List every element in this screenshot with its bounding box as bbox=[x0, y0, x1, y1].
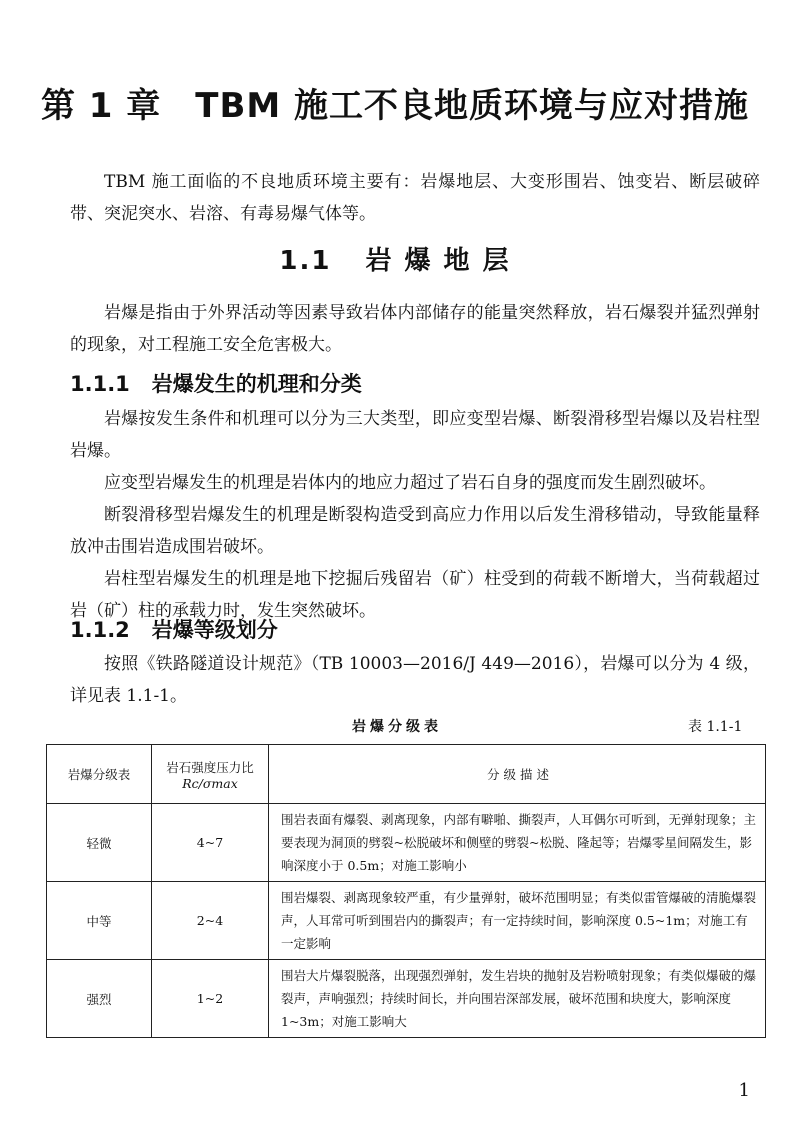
section-number: 1.1 bbox=[279, 246, 332, 276]
chapter-name: TBM 施工不良地质环境与应对措施 bbox=[195, 86, 750, 126]
paragraph: 按照《铁路隧道设计规范》（TB 10003—2016/J 449—2016），岩爆可以分为 4 级，详见表 1.1-1。 bbox=[70, 654, 760, 706]
subsection-number-2: 1.1.2 bbox=[70, 618, 130, 642]
page-number: 1 bbox=[738, 1080, 750, 1101]
cell-description: 围岩大片爆裂脱落，出现强烈弹射，发生岩块的抛射及岩粉喷射现象；有类似爆破的爆裂声，声响强烈；持续时间长，并向围岩深部发展，破坏范围和块度大，影响深度 1~3m；对施工影响大 bbox=[269, 960, 766, 1038]
subsection-number-1: 1.1.1 bbox=[70, 372, 130, 396]
chapter-number: 第 1 章 bbox=[40, 86, 162, 126]
cell-ratio: 2~4 bbox=[152, 882, 269, 960]
cell-ratio: 1~2 bbox=[152, 960, 269, 1038]
chapter-intro: TBM 施工面临的不良地质环境主要有：岩爆地层、大变形围岩、蚀变岩、断层破碎带、突泥突水、岩溶、有毒易爆气体等。 bbox=[70, 172, 760, 224]
cell-level: 中等 bbox=[47, 882, 152, 960]
table-row bbox=[47, 960, 766, 1038]
chapter-title bbox=[0, 78, 790, 127]
table-row bbox=[47, 882, 766, 960]
subsection-title-2 bbox=[70, 614, 278, 644]
paragraph: 岩柱型岩爆发生的机理是地下挖掘后残留岩（矿）柱受到的荷载不断增大，当荷载超过岩（矿）柱的承载力时，发生突然破坏。 bbox=[70, 569, 760, 621]
table-caption-number: 表 1.1-1 bbox=[688, 719, 743, 735]
section-name: 岩 爆 地 层 bbox=[365, 246, 511, 276]
section-title bbox=[0, 240, 790, 277]
rockburst-grade-table bbox=[46, 744, 766, 1038]
cell-ratio: 4~7 bbox=[152, 804, 269, 882]
header-ratio-label: 岩石强度压力比 bbox=[166, 759, 254, 775]
table-caption-name: 岩爆分级表 bbox=[352, 719, 442, 735]
paragraph: 断裂滑移型岩爆发生的机理是断裂构造受到高应力作用以后发生滑移错动，导致能量释放冲击围岩造成围岩破坏。 bbox=[70, 505, 760, 557]
subsection-title-1 bbox=[70, 368, 362, 398]
subsection-name-2: 岩爆等级划分 bbox=[151, 618, 278, 642]
cell-description: 围岩表面有爆裂、剥离现象，内部有噼啪、撕裂声，人耳偶尔可听到，无弹射现象；主要表现为洞顶的劈裂~松脱破坏和侧壁的劈裂~松脱、隆起等；岩爆零星间隔发生，影响深度小于 0.5m；对施工影响小 bbox=[269, 804, 766, 882]
table-row bbox=[47, 804, 766, 882]
paragraph: 应变型岩爆发生的机理是岩体内的地应力超过了岩石自身的强度而发生剧烈破坏。 bbox=[104, 473, 716, 493]
paragraph: 岩爆按发生条件和机理可以分为三大类型，即应变型岩爆、断裂滑移型岩爆以及岩柱型岩爆。 bbox=[70, 409, 760, 461]
cell-level: 轻微 bbox=[47, 804, 152, 882]
header-level: 岩爆分级表 bbox=[47, 745, 152, 804]
cell-level: 强烈 bbox=[47, 960, 152, 1038]
section-intro: 岩爆是指由于外界活动等因素导致岩体内部储存的能量突然释放，岩石爆裂并猛烈弹射的现象，对工程施工安全危害极大。 bbox=[70, 303, 760, 355]
header-ratio bbox=[152, 745, 269, 804]
table-header-row bbox=[47, 745, 766, 804]
header-ratio-formula: Rc/σmax bbox=[182, 775, 238, 791]
subsection-name-1: 岩爆发生的机理和分类 bbox=[151, 372, 362, 396]
header-description: 分级描述 bbox=[269, 745, 766, 804]
cell-description: 围岩爆裂、剥离现象较严重，有少量弹射，破坏范围明显；有类似雷管爆破的清脆爆裂声，人耳常可听到围岩内的撕裂声；有一定持续时间，影响深度 0.5~1m；对施工有一定影响 bbox=[269, 882, 766, 960]
